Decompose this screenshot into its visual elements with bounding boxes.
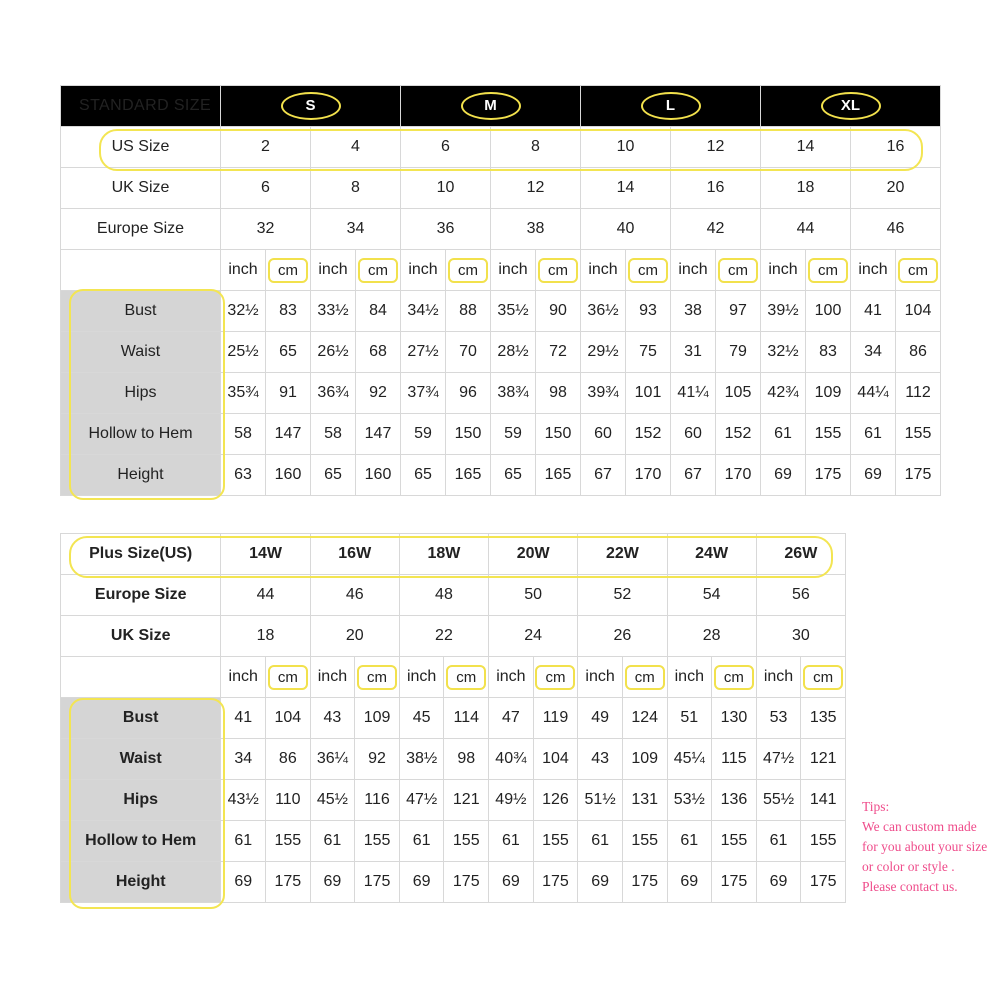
- cell: 136: [712, 780, 757, 821]
- cell: 141: [801, 780, 846, 821]
- cell: 35½: [491, 291, 536, 332]
- cell: 8: [311, 168, 401, 209]
- cell: 119: [533, 698, 578, 739]
- row-label-bust: Bust: [61, 698, 221, 739]
- cell: 38: [671, 291, 716, 332]
- cell: 70: [446, 332, 491, 373]
- cell: 53: [756, 698, 801, 739]
- cell: 98: [536, 373, 581, 414]
- cell: 155: [622, 821, 667, 862]
- cell: 86: [266, 739, 311, 780]
- cell: 14W: [221, 534, 310, 575]
- cell: 165: [536, 455, 581, 496]
- cell: 105: [716, 373, 761, 414]
- cell: 152: [716, 414, 761, 455]
- cell: 24: [489, 616, 578, 657]
- cell: 104: [533, 739, 578, 780]
- cell: 150: [536, 414, 581, 455]
- cell: 79: [716, 332, 761, 373]
- row-label-hollow-to-hem: Hollow to Hem: [61, 414, 221, 455]
- cell: 14: [581, 168, 671, 209]
- cell: 101: [626, 373, 671, 414]
- unit-cm: [446, 250, 491, 291]
- unit-cm-badge: cm: [898, 258, 938, 283]
- unit-inch: inch: [221, 250, 266, 291]
- cell: 30: [756, 616, 845, 657]
- unit-cm-badge: cm: [268, 258, 308, 283]
- cell: 45: [399, 698, 444, 739]
- standard-unit-row: [61, 250, 941, 291]
- unit-cm: [622, 657, 667, 698]
- cell: 34: [221, 739, 266, 780]
- cell: 175: [444, 862, 489, 903]
- cell: 2: [221, 127, 311, 168]
- cell: 91: [266, 373, 311, 414]
- cell: 35¾: [221, 373, 266, 414]
- cell: 41: [851, 291, 896, 332]
- row-label-plus-size-us: Plus Size(US): [61, 534, 221, 575]
- table-row: [61, 739, 846, 780]
- row-label-height: Height: [61, 455, 221, 496]
- cell: 155: [533, 821, 578, 862]
- table-row: [61, 698, 846, 739]
- unit-inch: inch: [401, 250, 446, 291]
- cell: 49: [578, 698, 623, 739]
- cell: 110: [266, 780, 311, 821]
- unit-inch: inch: [491, 250, 536, 291]
- table-row: [61, 780, 846, 821]
- cell: 170: [626, 455, 671, 496]
- cell: 55½: [756, 780, 801, 821]
- cell: 160: [266, 455, 311, 496]
- unit-cm-badge: cm: [808, 258, 848, 283]
- cell: 20: [310, 616, 399, 657]
- cell: 59: [491, 414, 536, 455]
- cell: 69: [310, 862, 355, 903]
- cell: 61: [578, 821, 623, 862]
- cell: 165: [446, 455, 491, 496]
- cell: 43: [310, 698, 355, 739]
- unit-cm-badge: cm: [446, 665, 486, 690]
- tips-line-5: Please contact us.: [862, 879, 958, 894]
- cell: 83: [266, 291, 311, 332]
- table-row: [61, 332, 941, 373]
- cell: 41¼: [671, 373, 716, 414]
- cell: 54: [667, 575, 756, 616]
- cell: 52: [578, 575, 667, 616]
- cell: 147: [356, 414, 401, 455]
- cell: 65: [401, 455, 446, 496]
- unit-inch: inch: [671, 250, 716, 291]
- cell: 175: [712, 862, 757, 903]
- cell: 175: [806, 455, 851, 496]
- cell: 68: [356, 332, 401, 373]
- unit-inch: inch: [399, 657, 444, 698]
- cell: 69: [489, 862, 534, 903]
- cell: 28½: [491, 332, 536, 373]
- row-label-hollow-to-hem: Hollow to Hem: [61, 821, 221, 862]
- unit-cm: [536, 250, 581, 291]
- unit-cm-badge: cm: [714, 665, 754, 690]
- cell: 121: [444, 780, 489, 821]
- table-row: [61, 862, 846, 903]
- cell: 147: [266, 414, 311, 455]
- row-label-hips: Hips: [61, 373, 221, 414]
- cell: 34: [851, 332, 896, 373]
- unit-cm: [716, 250, 761, 291]
- unit-cm: [712, 657, 757, 698]
- cell: 61: [489, 821, 534, 862]
- plus-size-table-wrapper: [60, 533, 846, 903]
- cell: 59: [401, 414, 446, 455]
- size-bubble-l-cell: [581, 86, 761, 127]
- standard-size-table: [60, 85, 941, 496]
- row-label-height: Height: [61, 862, 221, 903]
- cell: 31: [671, 332, 716, 373]
- cell: 115: [712, 739, 757, 780]
- unit-inch: inch: [489, 657, 534, 698]
- cell: 47½: [399, 780, 444, 821]
- cell: 61: [399, 821, 444, 862]
- cell: 104: [266, 698, 311, 739]
- table-row: [61, 373, 941, 414]
- cell: 22: [399, 616, 488, 657]
- row-label-europe-size: Europe Size: [61, 209, 221, 250]
- unit-cm-badge: cm: [448, 258, 488, 283]
- standard-header-row: [61, 86, 941, 127]
- standard-title: STANDARD SIZE: [61, 86, 221, 127]
- cell: 109: [622, 739, 667, 780]
- size-bubble-s-cell: [221, 86, 401, 127]
- cell: 69: [851, 455, 896, 496]
- cell: 69: [667, 862, 712, 903]
- cell: 75: [626, 332, 671, 373]
- cell: 32½: [761, 332, 806, 373]
- cell: 116: [355, 780, 400, 821]
- cell: 6: [401, 127, 491, 168]
- cell: 93: [626, 291, 671, 332]
- cell: 44: [761, 209, 851, 250]
- cell: 39¾: [581, 373, 626, 414]
- cell: 112: [896, 373, 941, 414]
- cell: 51: [667, 698, 712, 739]
- cell: 104: [896, 291, 941, 332]
- cell: 69: [399, 862, 444, 903]
- cell: 46: [310, 575, 399, 616]
- cell: 36¾: [311, 373, 356, 414]
- cell: 12: [491, 168, 581, 209]
- size-bubble-xl: XL: [821, 92, 881, 120]
- cell: 90: [536, 291, 581, 332]
- cell: 50: [489, 575, 578, 616]
- unit-cm-badge: cm: [628, 258, 668, 283]
- size-bubble-l: L: [641, 92, 701, 120]
- cell: 67: [581, 455, 626, 496]
- unit-cm-badge: cm: [538, 258, 578, 283]
- cell: 130: [712, 698, 757, 739]
- unit-cm-badge: cm: [625, 665, 665, 690]
- cell: 69: [221, 862, 266, 903]
- cell: 131: [622, 780, 667, 821]
- cell: 8: [491, 127, 581, 168]
- cell: 45¼: [667, 739, 712, 780]
- cell: 126: [533, 780, 578, 821]
- cell: 18: [761, 168, 851, 209]
- unit-cm: [533, 657, 578, 698]
- cell: 155: [355, 821, 400, 862]
- cell: 44¼: [851, 373, 896, 414]
- cell: 51½: [578, 780, 623, 821]
- unit-inch: inch: [310, 657, 355, 698]
- cell: 67: [671, 455, 716, 496]
- cell: 27½: [401, 332, 446, 373]
- cell: 155: [444, 821, 489, 862]
- tips-block: [862, 797, 992, 897]
- cell: 29½: [581, 332, 626, 373]
- cell: 20W: [489, 534, 578, 575]
- cell: 33½: [311, 291, 356, 332]
- cell: 10: [581, 127, 671, 168]
- unit-inch: inch: [756, 657, 801, 698]
- cell: 155: [712, 821, 757, 862]
- cell: 65: [311, 455, 356, 496]
- unit-cm: [626, 250, 671, 291]
- table-row: [61, 455, 941, 496]
- row-label-uk-size: UK Size: [61, 168, 221, 209]
- tips-title: Tips:: [862, 799, 890, 814]
- cell: 6: [221, 168, 311, 209]
- cell: 114: [444, 698, 489, 739]
- cell: 109: [355, 698, 400, 739]
- cell: 44: [221, 575, 310, 616]
- cell: 97: [716, 291, 761, 332]
- row-label-us-size: US Size: [61, 127, 221, 168]
- unit-cm-badge: cm: [718, 258, 758, 283]
- cell: 14: [761, 127, 851, 168]
- cell: 18W: [399, 534, 488, 575]
- table-row: [61, 168, 941, 209]
- cell: 60: [581, 414, 626, 455]
- cell: 61: [756, 821, 801, 862]
- unit-cm-badge: cm: [803, 665, 843, 690]
- row-label-bust: Bust: [61, 291, 221, 332]
- unit-cm-badge: cm: [268, 665, 308, 690]
- cell: 32: [221, 209, 311, 250]
- cell: 88: [446, 291, 491, 332]
- cell: 175: [801, 862, 846, 903]
- cell: 56: [756, 575, 845, 616]
- cell: 22W: [578, 534, 667, 575]
- cell: 32½: [221, 291, 266, 332]
- cell: 60: [671, 414, 716, 455]
- cell: 25½: [221, 332, 266, 373]
- unit-cm-badge: cm: [535, 665, 575, 690]
- unit-inch: inch: [851, 250, 896, 291]
- unit-cm-badge: cm: [357, 665, 397, 690]
- cell: 12: [671, 127, 761, 168]
- cell: 83: [806, 332, 851, 373]
- cell: 43: [578, 739, 623, 780]
- unit-inch: inch: [581, 250, 626, 291]
- cell: 61: [221, 821, 266, 862]
- unit-cm: [801, 657, 846, 698]
- cell: 37¾: [401, 373, 446, 414]
- row-label-waist: Waist: [61, 332, 221, 373]
- table-row: [61, 534, 846, 575]
- cell: 100: [806, 291, 851, 332]
- table-row: [61, 291, 941, 332]
- unit-inch: inch: [578, 657, 623, 698]
- plus-size-table: [60, 533, 846, 903]
- cell: 38½: [399, 739, 444, 780]
- cell: 26W: [756, 534, 845, 575]
- cell: 43½: [221, 780, 266, 821]
- cell: 92: [356, 373, 401, 414]
- cell: 69: [761, 455, 806, 496]
- cell: 38¾: [491, 373, 536, 414]
- cell: 24W: [667, 534, 756, 575]
- cell: 175: [533, 862, 578, 903]
- cell: 26: [578, 616, 667, 657]
- cell: 45½: [310, 780, 355, 821]
- size-bubble-m-cell: [401, 86, 581, 127]
- table-row: [61, 616, 846, 657]
- tips-line-3: for you about your size: [862, 839, 988, 854]
- cell: 63: [221, 455, 266, 496]
- cell: 175: [896, 455, 941, 496]
- unit-cm: [444, 657, 489, 698]
- cell: 61: [761, 414, 806, 455]
- unit-cm: [355, 657, 400, 698]
- row-label-europe-size: Europe Size: [61, 575, 221, 616]
- cell: 42: [671, 209, 761, 250]
- unit-cm: [266, 250, 311, 291]
- cell: 152: [626, 414, 671, 455]
- tips-line-4: or color or style .: [862, 859, 955, 874]
- unit-cm-badge: cm: [358, 258, 398, 283]
- cell: 69: [756, 862, 801, 903]
- unit-inch: inch: [761, 250, 806, 291]
- cell: 109: [806, 373, 851, 414]
- cell: 47½: [756, 739, 801, 780]
- unit-cm: [266, 657, 311, 698]
- cell: 36: [401, 209, 491, 250]
- row-label-uk-size: UK Size: [61, 616, 221, 657]
- unit-cm: [356, 250, 401, 291]
- unit-cm: [806, 250, 851, 291]
- cell: 65: [491, 455, 536, 496]
- cell: 155: [896, 414, 941, 455]
- cell: 40: [581, 209, 671, 250]
- cell: 34: [311, 209, 401, 250]
- size-bubble-s: S: [281, 92, 341, 120]
- table-row: [61, 414, 941, 455]
- cell: 34½: [401, 291, 446, 332]
- cell: 61: [667, 821, 712, 862]
- cell: 47: [489, 698, 534, 739]
- unit-row-blank-label: [61, 250, 221, 291]
- size-bubble-m: M: [461, 92, 521, 120]
- cell: 49½: [489, 780, 534, 821]
- tips-line-2: We can custom made: [862, 819, 977, 834]
- unit-cm: [896, 250, 941, 291]
- table-row: [61, 209, 941, 250]
- cell: 53½: [667, 780, 712, 821]
- cell: 155: [801, 821, 846, 862]
- cell: 175: [622, 862, 667, 903]
- cell: 96: [446, 373, 491, 414]
- cell: 69: [578, 862, 623, 903]
- unit-row-blank-label: [61, 657, 221, 698]
- cell: 175: [266, 862, 311, 903]
- table-row: [61, 127, 941, 168]
- cell: 58: [311, 414, 356, 455]
- cell: 72: [536, 332, 581, 373]
- size-bubble-xl-cell: [761, 86, 941, 127]
- cell: 84: [356, 291, 401, 332]
- cell: 26½: [311, 332, 356, 373]
- plus-unit-row: [61, 657, 846, 698]
- unit-inch: inch: [311, 250, 356, 291]
- cell: 40¾: [489, 739, 534, 780]
- unit-inch: inch: [667, 657, 712, 698]
- table-row: [61, 821, 846, 862]
- cell: 20: [851, 168, 941, 209]
- cell: 65: [266, 332, 311, 373]
- cell: 39½: [761, 291, 806, 332]
- cell: 121: [801, 739, 846, 780]
- cell: 4: [311, 127, 401, 168]
- cell: 170: [716, 455, 761, 496]
- cell: 16: [671, 168, 761, 209]
- cell: 61: [851, 414, 896, 455]
- cell: 36¼: [310, 739, 355, 780]
- cell: 16: [851, 127, 941, 168]
- cell: 42¾: [761, 373, 806, 414]
- cell: 28: [667, 616, 756, 657]
- unit-inch: inch: [221, 657, 266, 698]
- table-row: [61, 575, 846, 616]
- cell: 58: [221, 414, 266, 455]
- cell: 10: [401, 168, 491, 209]
- cell: 135: [801, 698, 846, 739]
- cell: 36½: [581, 291, 626, 332]
- cell: 92: [355, 739, 400, 780]
- row-label-hips: Hips: [61, 780, 221, 821]
- cell: 41: [221, 698, 266, 739]
- standard-size-table-wrapper: [60, 85, 939, 496]
- cell: 86: [896, 332, 941, 373]
- cell: 61: [310, 821, 355, 862]
- cell: 124: [622, 698, 667, 739]
- cell: 98: [444, 739, 489, 780]
- cell: 16W: [310, 534, 399, 575]
- cell: 175: [355, 862, 400, 903]
- cell: 155: [266, 821, 311, 862]
- cell: 18: [221, 616, 310, 657]
- cell: 38: [491, 209, 581, 250]
- cell: 160: [356, 455, 401, 496]
- row-label-waist: Waist: [61, 739, 221, 780]
- cell: 46: [851, 209, 941, 250]
- cell: 150: [446, 414, 491, 455]
- cell: 155: [806, 414, 851, 455]
- cell: 48: [399, 575, 488, 616]
